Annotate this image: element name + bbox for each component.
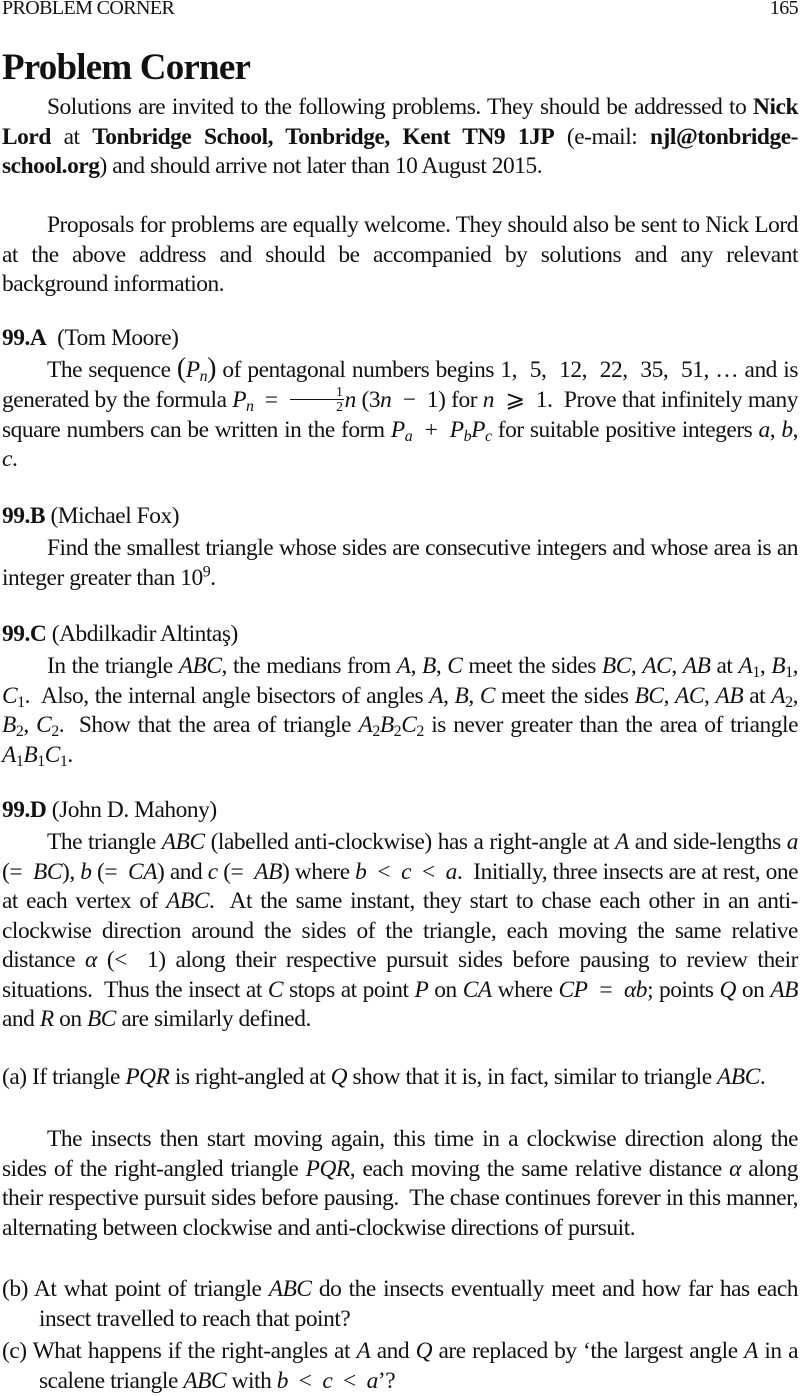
running-head: [2, 0, 798, 21]
problem-heading-99d: 99.D (John D. Mahony): [2, 797, 217, 823]
problem-text-99c: In the triangle ABC, the medians from A, B, C meet the sides BC, AC, AB at $A_1$, $B_1$, $C_1$. Also, the internal angle bisectors of angles A, B, C meet the sides BC, AC, AB at $A_2$, $B_2$, $C_2$. Show that the area of triangle $A_2B_2C_2$ is never greater than the area of triangle $A_1B_1C_1$.: [2, 653, 799, 770]
page-number: 165: [769, 0, 798, 19]
problem-part-c: (c) What happens if the right-angles at A and Q are replaced by ‘the largest angle A in a scalene triangle ABC with b < c < a’?: [2, 1338, 799, 1394]
editor-name: Nick Lord: [2, 94, 798, 150]
problem-heading-99a: 99.A (Tom Moore): [2, 325, 179, 351]
problem-part-b: (b) At what point of triangle ABC do the insects eventually meet and how far has each insect travelled to reach that point?: [2, 1276, 798, 1332]
problem-heading-99c: 99.C (Abdilkadir Altintaş): [2, 621, 238, 647]
problem-interlude-99d: The insects then start moving again, this time in a clockwise direction along the sides of the right-angled triangle PQR, each moving the same relative distance α along their respective pursuit sides before pausing. The chase continues forever in this manner, alternating between clockwise and anti-clockwise directions of pursuit.: [2, 1126, 798, 1241]
problem-text-99b: Find the smallest triangle whose sides are consecutive integers and whose area is an integer greater than $10^9$.: [2, 535, 798, 591]
page-title: Problem Corner: [2, 47, 251, 88]
problem-text-99a: The sequence $(P_n)$ of pentagonal numbers begins 1, 5, 12, 22, 35, 51, … and is generated by the formula $P_n$ = $\frac{1}{2}$ n (3n − 1) for n ⩾ 1. Prove that infinitely many square numbers can be written in the form $P_a + P_bP_c$ for suitable positive integers a, b, c.: [2, 353, 799, 473]
running-head-section: PROBLEM CORNER: [2, 0, 175, 19]
editor-email[interactable]: njl@tonbridge-school.org: [2, 123, 799, 179]
problem-part-a: (a) If triangle PQR is right-angled at Q show that it is, in fact, similar to triangle ABC.: [2, 1064, 766, 1090]
problem-text-99d: The triangle ABC (labelled anti-clockwise) has a right-angle at A and side-lengths a (= BC), b (= CA) and c (= AB) where b < c < a. Initially, three insects are at rest, one at each vertex of ABC. At the same instant, they start to chase each other in an anti-clockwise direction around the sides of the triangle, each moving the same relative distance α (< 1) along their respective pursuit sides before pausing to review their situations. Thus the insect at C stops at point P on CA where CP = αb; points Q on AB and R on BC are similarly defined.: [2, 829, 799, 1032]
problem-heading-99b: 99.B (Michael Fox): [2, 503, 180, 529]
editor-address: Tonbridge School, Tonbridge, Kent TN9 1JP: [92, 123, 555, 150]
intro-paragraph-1: Solutions are invited to the following problems. They should be addressed to Nick Lord at Tonbridge School, Tonbridge, Kent TN9 1JP (e-mail: njl@tonbridge-school.org) and should arrive not later than 10 August 2015.: [2, 94, 799, 179]
intro-paragraph-2: Proposals for problems are equally welcome. They should also be sent to Nick Lord at the above address and should be accompanied by solutions and any relevant background information.: [2, 212, 798, 297]
